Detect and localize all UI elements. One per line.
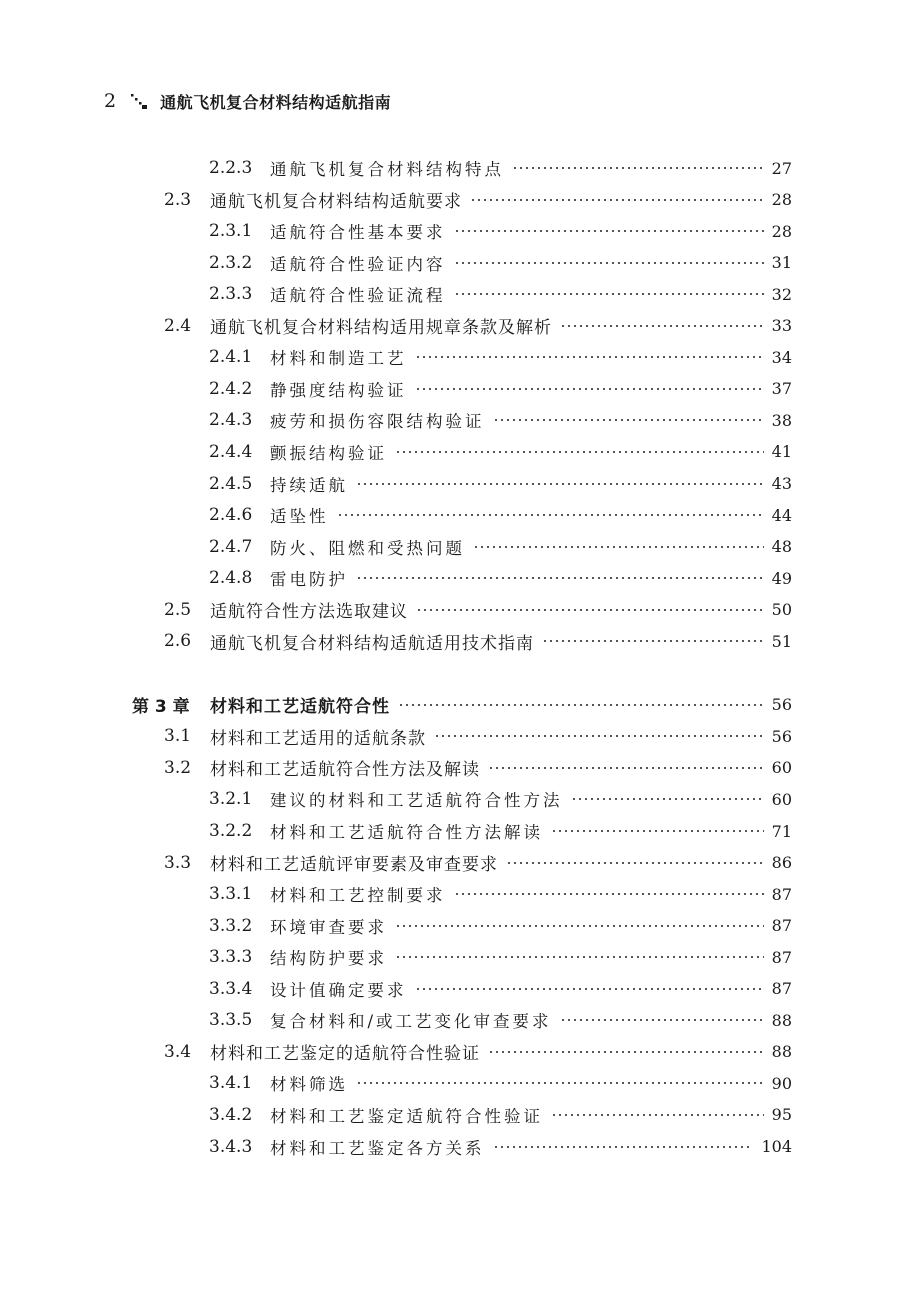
toc-entry[interactable] bbox=[209, 818, 792, 844]
toc-entry[interactable] bbox=[209, 881, 792, 907]
toc-entry-title: 雷电防护 bbox=[270, 570, 348, 590]
toc-entry-page: 28 bbox=[771, 190, 792, 210]
dot-leader bbox=[493, 1146, 754, 1148]
toc-entry-number: 2.4.8 bbox=[209, 568, 253, 589]
toc-entry-title: 材料筛选 bbox=[270, 1075, 348, 1095]
toc-entry[interactable] bbox=[164, 597, 792, 623]
toc-entry[interactable] bbox=[209, 944, 792, 970]
toc-entry[interactable] bbox=[209, 976, 792, 1002]
toc-entry-title: 材料和工艺适航符合性方法解读 bbox=[270, 823, 543, 842]
toc-entry-number: 3.4.2 bbox=[209, 1104, 253, 1125]
toc-entry-number: 2.4.4 bbox=[209, 441, 253, 462]
toc-entry-number: 2.4.2 bbox=[209, 378, 253, 399]
toc-entry-number: 3.1 bbox=[164, 726, 192, 747]
toc-entry-page: 90 bbox=[771, 1073, 792, 1093]
toc-entry-number: 2.4.3 bbox=[209, 410, 253, 431]
toc-entry-page: 49 bbox=[771, 568, 792, 588]
dot-leader bbox=[356, 1082, 764, 1084]
dot-leader bbox=[395, 451, 764, 453]
toc-entry[interactable] bbox=[209, 250, 792, 276]
toc-entry-number: 3.4.3 bbox=[209, 1136, 253, 1157]
toc-entry-title: 建议的材料和工艺适航符合性方法 bbox=[270, 791, 563, 811]
dot-leader bbox=[470, 199, 764, 201]
toc-entry-page: 51 bbox=[771, 631, 792, 651]
toc-entry-page: 50 bbox=[771, 600, 792, 620]
toc-entry-number: 2.6 bbox=[164, 631, 192, 652]
dot-leader bbox=[356, 577, 764, 579]
toc-entry-title: 适坠性 bbox=[270, 507, 329, 527]
dot-leader bbox=[506, 862, 764, 864]
dot-leader bbox=[398, 704, 764, 706]
toc-entry-title: 材料和工艺适用的适航条款 bbox=[210, 728, 426, 749]
toc-entry[interactable] bbox=[209, 1070, 792, 1096]
toc-entry[interactable] bbox=[164, 850, 792, 876]
toc-entry-number: 2.2.3 bbox=[209, 158, 253, 178]
toc-entry[interactable] bbox=[209, 913, 792, 939]
dot-leader bbox=[560, 325, 764, 327]
toc-entry-title: 疲劳和损伤容限结构验证 bbox=[270, 412, 485, 432]
dot-leader bbox=[356, 483, 764, 485]
toc-entry-page: 87 bbox=[771, 947, 792, 967]
toc-entry-page: 104 bbox=[761, 1137, 792, 1156]
toc-entry-number: 3.2 bbox=[164, 757, 192, 778]
toc-entry-page: 32 bbox=[771, 284, 792, 304]
toc-entry[interactable] bbox=[164, 723, 792, 749]
dot-leader bbox=[473, 546, 764, 548]
toc-entry-number: 3.3.5 bbox=[209, 1010, 253, 1031]
dot-leader bbox=[454, 262, 764, 264]
toc-entry[interactable] bbox=[209, 281, 792, 307]
toc-entry-title: 适航符合性基本要求 bbox=[270, 223, 446, 243]
toc-entry-page: 38 bbox=[771, 410, 792, 430]
toc-entry-title: 材料和工艺控制要求 bbox=[270, 886, 446, 906]
toc-entry-number: 2.4.7 bbox=[209, 536, 253, 557]
toc-entry-number: 2.4.6 bbox=[209, 505, 253, 526]
toc-entry-number: 2.3 bbox=[164, 189, 192, 210]
toc-entry-page: 86 bbox=[771, 853, 792, 873]
book-title: 通航飞机复合材料结构适航指南 bbox=[160, 92, 392, 112]
toc-entry-title: 通航飞机复合材料结构适航适用技术指南 bbox=[210, 633, 534, 654]
toc-entry-page: 56 bbox=[771, 695, 792, 715]
toc-entry-number: 3.2.2 bbox=[209, 821, 253, 841]
toc-entry-title: 复合材料和/或工艺变化审查要求 bbox=[270, 1012, 552, 1032]
toc-entry-title: 材料和工艺鉴定的适航符合性验证 bbox=[210, 1044, 480, 1065]
toc-entry[interactable] bbox=[209, 1134, 792, 1160]
dot-leader bbox=[493, 419, 764, 421]
toc-entry[interactable] bbox=[209, 155, 792, 181]
dot-leader bbox=[415, 356, 764, 358]
toc-entry-title: 设计值确定要求 bbox=[270, 980, 407, 1000]
dot-leader bbox=[512, 167, 764, 169]
dot-leader bbox=[454, 893, 764, 895]
toc-entry-page: 34 bbox=[771, 347, 792, 367]
toc-entry-number: 3.4.1 bbox=[209, 1073, 253, 1094]
toc-entry-number: 3.3.3 bbox=[209, 947, 253, 968]
toc-entry-title: 材料和工艺适航评审要素及审查要求 bbox=[210, 855, 498, 876]
toc-entry-title: 通航飞机复合材料结构特点 bbox=[270, 160, 504, 179]
toc-entry-title: 材料和工艺适航符合性 bbox=[210, 697, 390, 718]
toc-entry-page: 56 bbox=[771, 726, 792, 746]
toc-entry[interactable] bbox=[209, 1102, 792, 1128]
toc-entry-number: 2.4 bbox=[164, 315, 192, 336]
toc-entry-title: 颤振结构验证 bbox=[270, 443, 387, 463]
dot-leader bbox=[488, 767, 764, 769]
toc-entry[interactable] bbox=[164, 755, 792, 781]
dot-leader bbox=[395, 925, 764, 927]
toc-entry[interactable] bbox=[209, 1007, 792, 1033]
dot-leader bbox=[395, 956, 764, 958]
toc-entry[interactable] bbox=[209, 376, 792, 402]
dot-leader bbox=[416, 609, 764, 611]
dot-leader bbox=[337, 514, 764, 516]
toc-entry[interactable] bbox=[164, 628, 792, 654]
toc-entry[interactable] bbox=[209, 439, 792, 465]
toc-entry[interactable] bbox=[164, 1039, 792, 1065]
toc-entry[interactable] bbox=[164, 313, 792, 339]
toc-entry-number: 3.3.1 bbox=[209, 884, 253, 905]
toc-entry-number: 2.5 bbox=[164, 599, 192, 620]
toc-entry-title: 结构防护要求 bbox=[270, 949, 387, 969]
toc-entry-number: 3.4 bbox=[164, 1041, 192, 1062]
toc-entry[interactable] bbox=[209, 786, 792, 812]
toc-entry[interactable] bbox=[209, 534, 792, 560]
dot-leader bbox=[551, 830, 764, 832]
toc-entry-page: 95 bbox=[771, 1105, 792, 1125]
toc-entry-number: 3.3 bbox=[164, 852, 192, 873]
toc-entry-page: 71 bbox=[771, 821, 792, 841]
dot-leader bbox=[542, 640, 764, 642]
toc-entry-title: 适航符合性验证流程 bbox=[270, 286, 446, 306]
toc-entry-number: 2.3.1 bbox=[209, 221, 253, 242]
toc-entry-page: 33 bbox=[771, 316, 792, 336]
toc-entry-title: 材料和工艺适航符合性方法及解读 bbox=[210, 760, 480, 781]
toc-entry-number: 3.3.4 bbox=[209, 978, 253, 999]
dot-leader bbox=[551, 1114, 764, 1116]
dot-leader bbox=[571, 798, 764, 800]
toc-entry-number: 2.3.2 bbox=[209, 252, 253, 273]
toc-entry[interactable] bbox=[209, 565, 792, 591]
toc-entry-page: 88 bbox=[771, 1010, 792, 1030]
page-number: 2 bbox=[104, 90, 117, 112]
toc-entry-title: 持续适航 bbox=[270, 475, 348, 495]
toc-entry-number: 第 3 章 bbox=[132, 697, 190, 718]
toc-entry-title: 环境审查要求 bbox=[270, 917, 387, 937]
toc-entry-title: 材料和工艺鉴定适航符合性验证 bbox=[270, 1106, 543, 1126]
toc-entry-number: 2.4.1 bbox=[209, 347, 253, 368]
toc-entry-number: 2.3.3 bbox=[209, 284, 253, 305]
toc-entry-page: 88 bbox=[771, 1042, 792, 1062]
toc-entry-page: 28 bbox=[771, 221, 792, 241]
dot-leader bbox=[434, 735, 764, 737]
dot-leader bbox=[488, 1051, 764, 1053]
toc-entry[interactable] bbox=[209, 218, 792, 244]
toc-entry-page: 87 bbox=[771, 916, 792, 936]
toc-entry-page: 60 bbox=[771, 789, 792, 809]
toc-entry-page: 87 bbox=[771, 979, 792, 999]
toc-entry-number: 2.4.5 bbox=[209, 473, 253, 494]
toc-entry-page: 43 bbox=[771, 474, 792, 493]
toc-entry-title: 防火、阻燃和受热问题 bbox=[270, 538, 465, 558]
toc-entry[interactable] bbox=[209, 471, 792, 497]
toc-entry-page: 27 bbox=[771, 158, 792, 178]
dot-leader bbox=[415, 988, 764, 990]
toc-entry[interactable] bbox=[132, 692, 792, 718]
toc-entry-page: 31 bbox=[771, 253, 792, 273]
toc-entry-page: 60 bbox=[771, 758, 792, 778]
toc-entry-title: 材料和制造工艺 bbox=[270, 349, 407, 369]
toc-entry-title: 适航符合性验证内容 bbox=[270, 254, 446, 274]
toc-entry-page: 37 bbox=[771, 379, 792, 399]
toc-entry-page: 87 bbox=[771, 884, 792, 904]
toc-entry-page: 48 bbox=[771, 537, 792, 557]
toc-entry[interactable] bbox=[209, 344, 792, 370]
toc-entry[interactable] bbox=[209, 502, 792, 528]
dot-leader bbox=[560, 1019, 764, 1021]
toc-entry-number: 3.2.1 bbox=[209, 789, 253, 810]
toc-entry-page: 44 bbox=[771, 505, 792, 525]
toc-entry-title: 静强度结构验证 bbox=[270, 380, 407, 400]
toc-entry[interactable] bbox=[164, 187, 792, 213]
toc-entry-page: 41 bbox=[771, 442, 792, 462]
toc-entry-number: 3.3.2 bbox=[209, 915, 253, 936]
toc-entry-title: 通航飞机复合材料结构适航要求 bbox=[210, 192, 462, 213]
toc-entry-title: 适航符合性方法选取建议 bbox=[210, 602, 408, 623]
toc-entry-title: 材料和工艺鉴定各方关系 bbox=[270, 1138, 485, 1158]
toc-entry-title: 通航飞机复合材料结构适用规章条款及解析 bbox=[210, 318, 552, 339]
dot-leader bbox=[454, 293, 764, 295]
dot-leader bbox=[415, 388, 764, 390]
toc-entry[interactable] bbox=[209, 407, 792, 433]
dot-leader bbox=[454, 230, 764, 232]
